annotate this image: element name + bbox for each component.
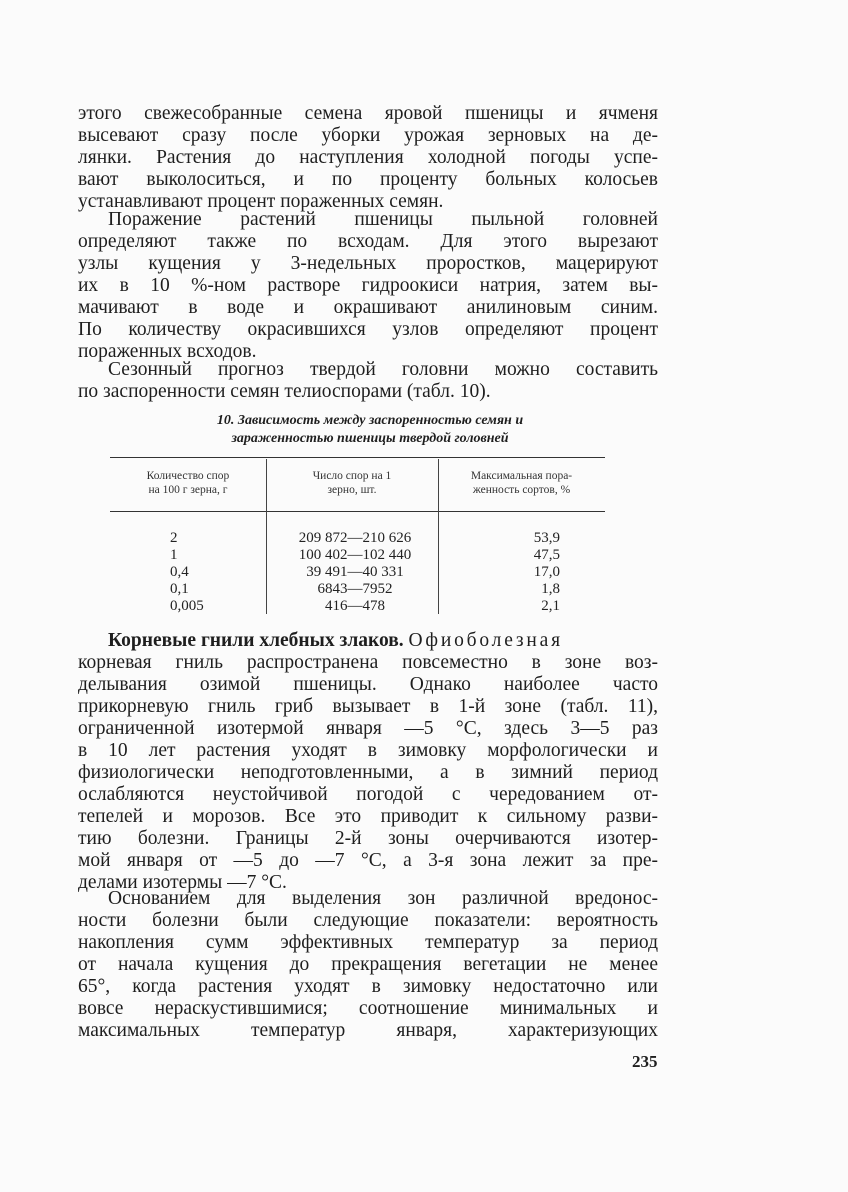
text-line: высевают сразу после уборки урожая зерновых на де- xyxy=(78,125,658,146)
table-top-rule xyxy=(110,457,605,458)
text-line: этого свежесобранные семена яровой пшеницы и ячменя xyxy=(78,103,658,124)
table-cell: 6843—7952 xyxy=(317,581,393,597)
table-header-spores-per-grain xyxy=(266,469,438,497)
text-line: делывания озимой пшеницы. Однако наиболее часто xyxy=(78,674,658,695)
table-cell: 17,0 xyxy=(533,564,560,580)
table-cell: 1 xyxy=(170,547,178,563)
text-line: делами изотермы —7 °С. xyxy=(78,872,287,893)
header-line: Количество спор xyxy=(146,470,230,482)
table-cell: 1,8 xyxy=(541,581,560,597)
table-cell: 416—478 xyxy=(325,598,385,614)
text-line: ослабляются неустойчивой погодой с чередованием от- xyxy=(78,784,658,805)
text-line: от начала кущения до прекращения вегетации не менее xyxy=(78,954,658,975)
section-heading: Корневые гнили хлебных злаков. xyxy=(108,630,404,651)
table-title-line: 10. Зависимость между заспоренностью семян и xyxy=(216,413,524,428)
header-line: женность сортов, % xyxy=(472,484,571,496)
text-line: По количеству окрасившихся узлов определяют процент xyxy=(78,319,658,340)
text-line: лянки. Растения до наступления холодной погоды успе- xyxy=(78,147,658,168)
table-cell: 0,4 xyxy=(170,564,189,580)
table-header-rule xyxy=(110,511,605,512)
header-line: Максимальная пора- xyxy=(470,470,573,482)
data-table xyxy=(110,457,605,617)
table-title xyxy=(130,412,610,448)
table-title-line: зараженностью пшеницы твердой головней xyxy=(231,431,509,446)
table-cell: 0,1 xyxy=(170,581,189,597)
header-line: на 100 г зерна, г xyxy=(148,484,228,496)
text-line: вают выколоситься, и по проценту больных колосьев xyxy=(78,169,658,190)
text-line: мачивают в воде и окрашивают анилиновым синим. xyxy=(78,297,658,318)
text-line: ограниченной изотермой января —5 °С, здесь 3—5 раз xyxy=(78,718,658,739)
table-header-spore-quantity xyxy=(110,469,266,497)
text-line: в 10 лет растения уходят в зимовку морфологически и xyxy=(78,740,658,761)
text-line: физиологически неподготовленными, а в зимний период xyxy=(78,762,658,783)
section-heading-line xyxy=(108,630,658,652)
text-line: накопления сумм эффективных температур за период xyxy=(78,932,658,953)
table-cell: 47,5 xyxy=(533,547,560,563)
table-cell: 53,9 xyxy=(533,530,560,546)
text-line: прикорневую гниль гриб вызывает в 1-й зоне (табл. 11), xyxy=(78,696,658,717)
page-number: 235 xyxy=(632,1052,658,1071)
table-cell: 0,005 xyxy=(170,598,204,614)
spaced-term: Офиоболезная xyxy=(408,630,563,651)
header-line: Число спор на 1 xyxy=(312,470,392,482)
text-line: устанавливают процент пораженных семян. xyxy=(78,191,444,212)
text-line: Сезонный прогноз твердой головни можно составить xyxy=(108,359,658,380)
text-line: корневая гниль распространена повсеместно в зоне воз- xyxy=(78,652,658,673)
text-line: пораженных всходов. xyxy=(78,341,257,362)
text-line: Основанием для выделения зон различной вредонос- xyxy=(108,888,658,909)
table-cell: 209 872—210 626 xyxy=(298,530,412,546)
table-cell: 100 402—102 440 xyxy=(298,547,412,563)
text-line: определяют также по всходам. Для этого вырезают xyxy=(78,231,658,252)
text-line: узлы кущения у 3-недельных проростков, мацерируют xyxy=(78,253,658,274)
header-line: зерно, шт. xyxy=(327,484,377,496)
text-line: тию болезни. Границы 2-й зоны очерчиваются изотер- xyxy=(78,828,658,849)
text-line: тепелей и морозов. Все это приводит к сильному разви- xyxy=(78,806,658,827)
text-line: ности болезни были следующие показатели: вероятность xyxy=(78,910,658,931)
text-line: вовсе нераскустившимися; соотношение минимальных и xyxy=(78,998,658,1019)
table-cell: 39 491—40 331 xyxy=(306,564,404,580)
text-line: Поражение растений пшеницы пыльной головней xyxy=(108,209,658,230)
text-line: мой января от —5 до —7 °С, а 3-я зона лежит за пре- xyxy=(78,850,658,871)
table-cell: 2 xyxy=(170,530,178,546)
text-line: максимальных температур января, характеризующих xyxy=(78,1020,658,1041)
text-line: 65°, когда растения уходят в зимовку недостаточно или xyxy=(78,976,658,997)
text-line: их в 10 %-ном растворе гидроокиси натрия, затем вы- xyxy=(78,275,658,296)
table-header-max-infection xyxy=(438,469,605,497)
table-cell: 2,1 xyxy=(541,598,560,614)
text-line: по заспоренности семян телиоспорами (табл. 10). xyxy=(78,381,491,402)
